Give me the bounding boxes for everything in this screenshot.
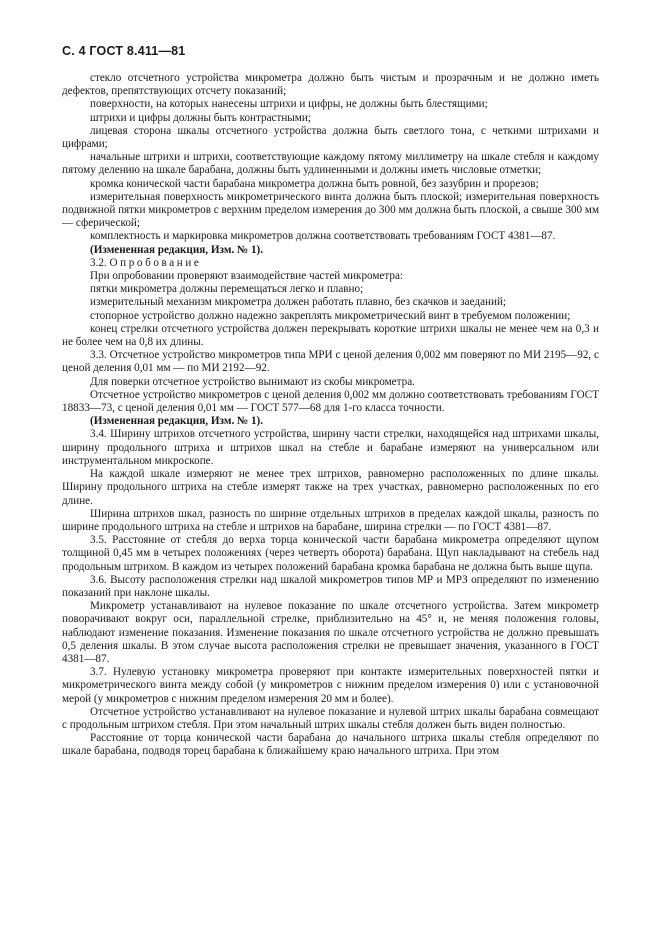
paragraph: 3.7. Нулевую установку микрометра проверяют при контакте измерительных поверхностей пятки и микрометрического винта между собой (у микрометров с нижним пределом измерения 0) или с установочной мерой (у микрометров с нижним пределом измерения 20 мм и более). — [62, 666, 599, 705]
document-body — [62, 72, 599, 759]
paragraph: начальные штрихи и штрихи, соответствующие каждому пятому миллиметру на шкале стебля и каждому пятому делению на шкале барабана, должны быть удлиненными и должны иметь числовые отметки; — [62, 151, 599, 177]
paragraph: 3.5. Расстояние от стебля до верха торца конической части барабана микрометра определяют щупом толщиной 0,45 мм в четырех положениях (через четверть оборота) барабана. Щуп накладывают на стебель над продольным штрихом. В каждом из четырех положений барабана кромка барабана не должна быть выше щупа. — [62, 534, 599, 573]
paragraph: Расстояние от торца конической части барабана до начального штриха шкалы стебля определяют по шкале барабана, подводя торец барабана к ближайшему краю начального штриха. При этом — [62, 732, 599, 758]
paragraph: кромка конической части барабана микрометра должна быть ровной, без зазубрин и прорезов; — [90, 177, 539, 190]
paragraph: измерительный механизм микрометра должен работать плавно, без скачков и заеданий; — [90, 296, 506, 309]
paragraph: лицевая сторона шкалы отсчетного устройства должна быть светлого тона, с четкими штрихами и цифрами; — [62, 124, 599, 151]
page-header: С. 4 ГОСТ 8.411—81 — [62, 44, 186, 58]
paragraph: 3.4. Ширину штрихов отсчетного устройства, ширину части стрелки, находящейся над штрихами шкалы, ширину продольного штриха и штрихов шкал на стебле и барабане измеряют на универсальном или инструментальном микроскопе. — [62, 428, 599, 467]
paragraph: измерительная поверхность микрометрического винта должна быть плоской; измерительная поверхность подвижной пятки микрометров с верхним пределом измерения до 300 мм должна быть плоской, а свыше 300 мм — сферической; — [62, 190, 599, 230]
paragraph: Ширина штрихов шкал, разность по ширине отдельных штрихов в пределах каждой шкалы, разность по ширине продольного штриха на стебле и штрихов на барабане, ширина стрелки — по ГОСТ 4381—87. — [62, 507, 599, 533]
section-title: Опробование — [109, 256, 202, 269]
paragraph: комплектность и маркировка микрометров должна соответствовать требованиям ГОСТ 4381—87. — [90, 230, 556, 243]
paragraph: На каждой шкале измеряют не менее трех штрихов, равномерно расположенных по длине шкалы. Ширину продольного штриха на стебле измерят также на трех участках, равномерно расположенных по его длине. — [62, 468, 599, 507]
amendment-note: (Измененная редакция, Изм. № 1). — [90, 243, 264, 256]
paragraph: Для поверки отсчетное устройство вынимают из скобы микрометра. — [90, 375, 415, 388]
paragraph: 3.3. Отсчетное устройство микрометров типа МРИ с ценой деления 0,002 мм поверяют по МИ 2195—92, с ценой деления 0,01 мм — по МИ 2192—92. — [62, 349, 599, 375]
paragraph: Отсчетное устройство микрометров с ценой деления 0,002 мм должно соответствовать требованиям ГОСТ 18833—73, с ценой деления 0,01 мм — ГОСТ 577—68 для 1-го класса точности. — [62, 388, 599, 415]
paragraph: поверхности, на которых нанесены штрихи и цифры, не должны быть блестящими; — [90, 98, 488, 111]
paragraph: Отсчетное устройство устанавливают на нулевое показание и нулевой штрих шкалы барабана совмещают с продольным штрихом стебля. При этом начальный штрих шкалы стебля должен быть виден полностью. — [62, 705, 599, 731]
paragraph: пятки микрометра должны перемещаться легко и плавно; — [90, 283, 364, 296]
paragraph: штрихи и цифры должны быть контрастными; — [90, 111, 311, 124]
paragraph: 3.6. Высоту расположения стрелки над шкалой микрометров типов МР и МРЗ определяют по изменению показаний при наклоне шкалы. — [62, 573, 599, 599]
paragraph: стекло отсчетного устройства микрометра должно быть чистым и прозрачным и не должно иметь дефектов, препятствующих отсчету показаний; — [62, 72, 599, 98]
paragraph: При опробовании проверяют взаимодействие частей микрометра: — [90, 270, 403, 283]
paragraph: конец стрелки отсчетного устройства должен перекрывать короткие штрихи шкалы не менее чем на 0,3 и не более чем на 0,8 их длины. — [62, 322, 599, 349]
section-number: 3.2. — [90, 256, 107, 269]
amendment-note: (Измененная редакция, Изм. № 1). — [90, 415, 264, 428]
paragraph: Микрометр устанавливают на нулевое показание по шкале отсчетного устройства. Затем микрометр поворачивают вокруг оси, параллельной стрелке, приблизительно на 45° и, не меняя положения головы, наблюдают изменение показания. Изменение показания по шкале отсчетного устройства не должно превышать 0,5 деления шкалы. В этом случае высота расположения стрелки не превышает значения, указанного в ГОСТ 4381—87. — [62, 600, 599, 665]
paragraph: стопорное устройство должно надежно закреплять микрометрический винт в требуемом положении; — [90, 309, 571, 322]
section-heading — [62, 257, 599, 270]
